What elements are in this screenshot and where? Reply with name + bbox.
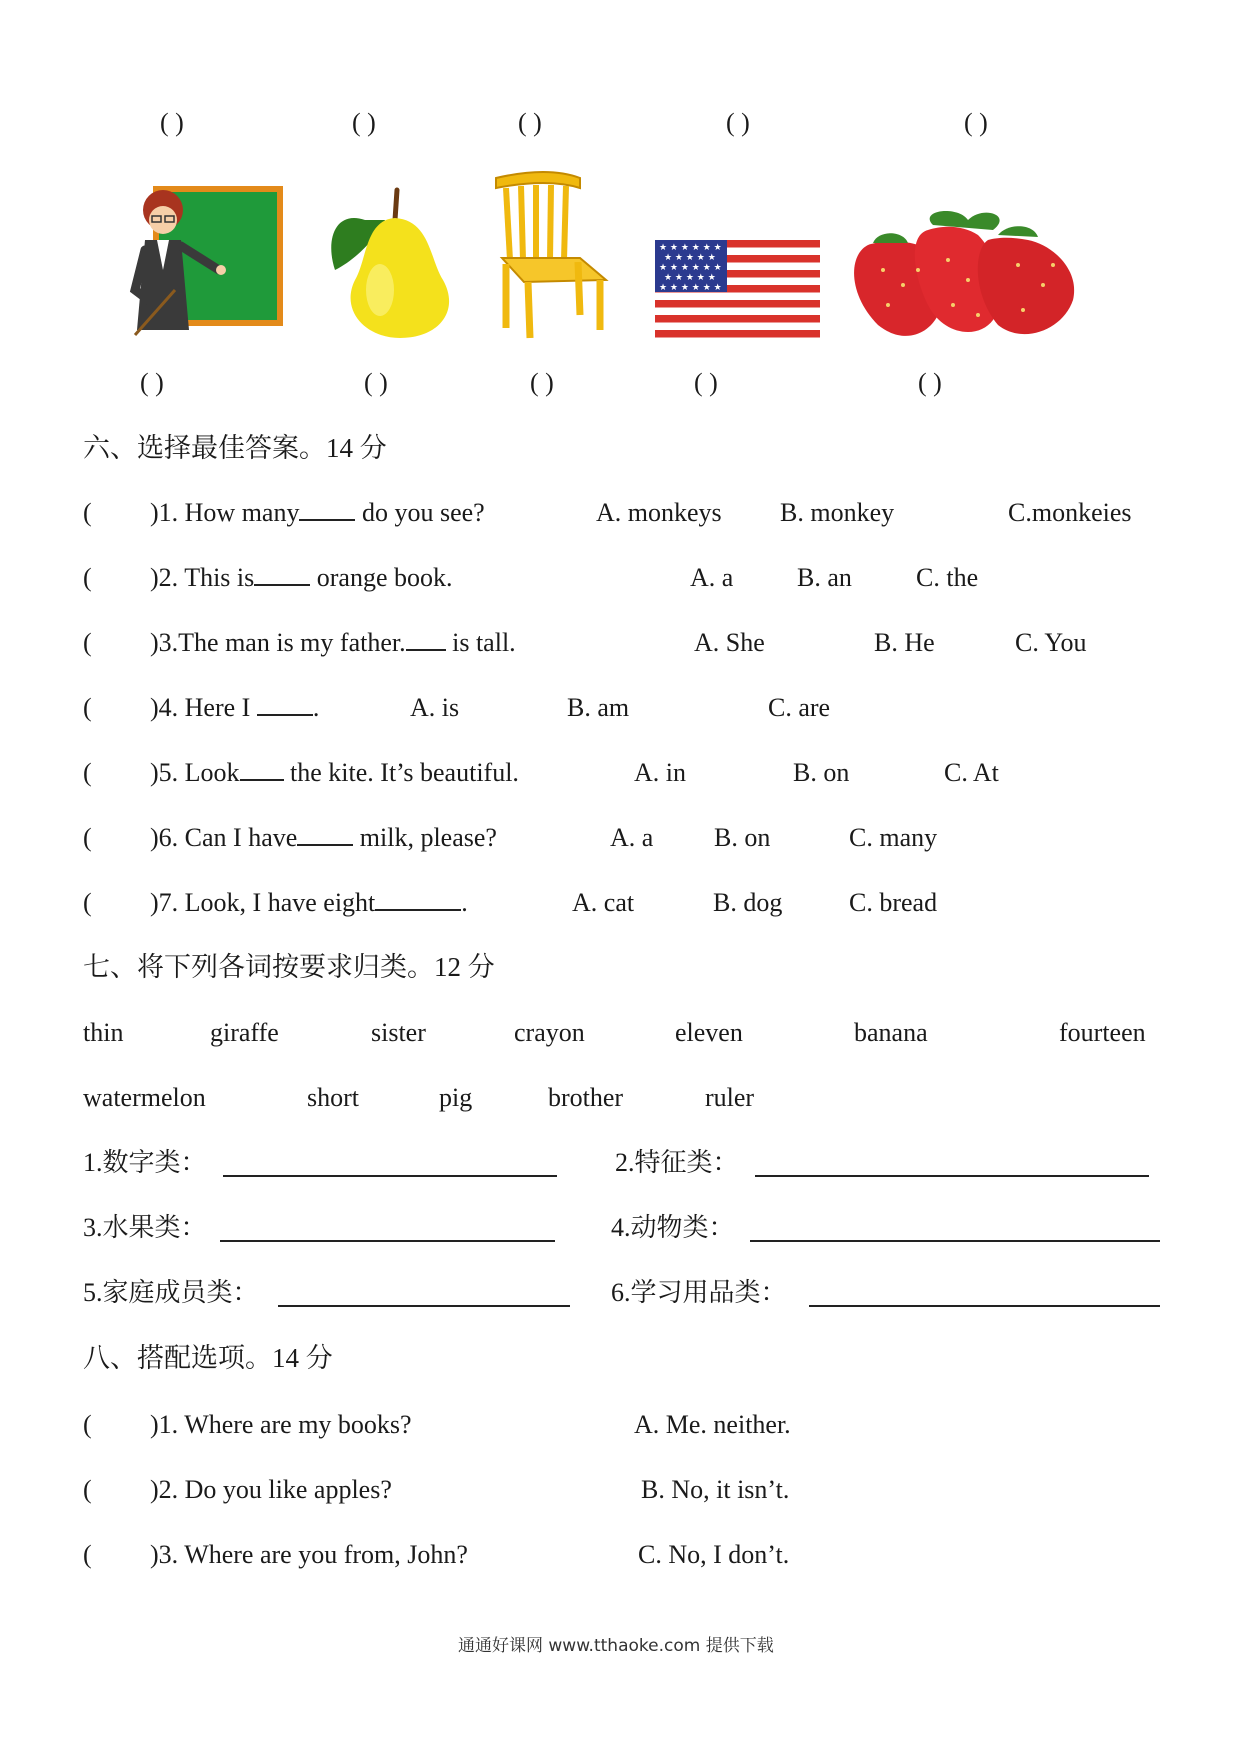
s8-q2-paren: (: [83, 1475, 92, 1504]
s8-q3-paren: (: [83, 1540, 92, 1569]
word-thin: thin: [83, 1018, 124, 1047]
word-banana: banana: [854, 1018, 928, 1047]
category-features-label: 2.特征类：: [615, 1148, 739, 1177]
s6-q1-option-b: B. monkey: [780, 498, 895, 527]
s6-q4-option-a: A. is: [410, 693, 460, 722]
category-family-answer-line[interactable]: [278, 1305, 570, 1307]
word-eleven: eleven: [675, 1018, 743, 1047]
s6-q3-option-a: A. She: [694, 628, 765, 657]
s6-q5-paren: (: [83, 758, 92, 787]
answer-paren-top-2: ( ): [352, 108, 376, 137]
s6-q4-stem: )4. Here I .: [150, 693, 320, 722]
teacher-icon: [115, 180, 285, 340]
s6-q7-option-a: A. cat: [572, 888, 635, 917]
s8-option-c: C. No, I don’t.: [638, 1540, 790, 1569]
word-sister: sister: [371, 1018, 426, 1047]
category-features-answer-line[interactable]: [755, 1175, 1149, 1177]
category-school-supplies-label: 6.学习用品类：: [611, 1278, 787, 1307]
s6-q1-paren: (: [83, 498, 92, 527]
answer-paren-bottom-4: ( ): [694, 368, 718, 397]
s6-q3-option-c: C. You: [1015, 628, 1087, 657]
svg-text:★ ★ ★ ★ ★: ★ ★ ★ ★ ★: [664, 273, 716, 283]
s6-q4-paren: (: [83, 693, 92, 722]
svg-text:★ ★ ★ ★ ★ ★: ★ ★ ★ ★ ★ ★: [659, 243, 722, 253]
s8-q2-question: )2. Do you like apples?: [150, 1475, 392, 1504]
category-fruits-label: 3.水果类：: [83, 1213, 207, 1242]
s8-option-b: B. No, it isn’t.: [641, 1475, 790, 1504]
answer-paren-top-3: ( ): [518, 108, 542, 137]
s6-q5-option-a: A. in: [634, 758, 686, 787]
answer-paren-bottom-5: ( ): [918, 368, 942, 397]
s8-q1-question: )1. Where are my books?: [150, 1410, 412, 1439]
strawberry-icon: [848, 205, 1078, 345]
answer-paren-top-1: ( ): [160, 108, 184, 137]
category-fruits-answer-line[interactable]: [220, 1240, 555, 1242]
word-giraffe: giraffe: [210, 1018, 279, 1047]
s6-q6-option-c: C. many: [849, 823, 938, 852]
pear-icon: [325, 180, 465, 340]
s6-q3-stem: )3.The man is my father. is tall.: [150, 628, 516, 657]
s6-q7-option-b: B. dog: [713, 888, 783, 917]
word-crayon: crayon: [514, 1018, 585, 1047]
answer-paren-top-5: ( ): [964, 108, 988, 137]
s6-q5-stem: )5. Look the kite. It’s beautiful.: [150, 758, 519, 787]
section-6-title: 六、选择最佳答案。14 分: [83, 433, 387, 463]
word-short: short: [307, 1083, 359, 1112]
footer-credit: 通通好课网 www.tthaoke.com 提供下载: [458, 1636, 774, 1656]
s6-q3-option-b: B. He: [874, 628, 935, 657]
s6-q2-option-c: C. the: [916, 563, 979, 592]
svg-text:★ ★ ★ ★ ★ ★: ★ ★ ★ ★ ★ ★: [659, 263, 722, 273]
s6-q6-option-a: A. a: [610, 823, 654, 852]
s6-q7-stem: )7. Look, I have eight .: [150, 888, 468, 917]
s6-q1-option-c: C.monkeies: [1008, 498, 1132, 527]
word-brother: brother: [548, 1083, 624, 1112]
s6-q3-paren: (: [83, 628, 92, 657]
s8-option-a: A. Me. neither.: [634, 1410, 791, 1439]
s6-q4-option-c: C. are: [768, 693, 831, 722]
category-family-label: 5.家庭成员类：: [83, 1278, 259, 1307]
word-watermelon: watermelon: [83, 1083, 206, 1112]
answer-paren-bottom-1: ( ): [140, 368, 164, 397]
s6-q2-option-a: A. a: [690, 563, 734, 592]
s6-q7-paren: (: [83, 888, 92, 917]
word-ruler: ruler: [705, 1083, 755, 1112]
s6-q6-paren: (: [83, 823, 92, 852]
s6-q4-option-b: B. am: [567, 693, 630, 722]
s6-q2-paren: (: [83, 563, 92, 592]
s6-q7-option-c: C. bread: [849, 888, 938, 917]
answer-paren-bottom-3: ( ): [530, 368, 554, 397]
s6-q1-stem: )1. How many do you see?: [150, 498, 485, 527]
answer-paren-top-4: ( ): [726, 108, 750, 137]
section-7-title: 七、将下列各词按要求归类。12 分: [83, 952, 495, 982]
category-animals-label: 4.动物类：: [611, 1213, 735, 1242]
category-numbers-label: 1.数字类：: [83, 1148, 207, 1177]
svg-text:★ ★ ★ ★ ★: ★ ★ ★ ★ ★: [664, 253, 716, 263]
s6-q2-option-b: B. an: [797, 563, 852, 592]
s6-q6-option-b: B. on: [714, 823, 771, 852]
chair-icon: [488, 170, 613, 340]
category-school-supplies-answer-line[interactable]: [809, 1305, 1160, 1307]
s6-q1-option-a: A. monkeys: [596, 498, 722, 527]
answer-paren-bottom-2: ( ): [364, 368, 388, 397]
svg-text:★ ★ ★ ★ ★ ★: ★ ★ ★ ★ ★ ★: [659, 283, 722, 293]
s8-q3-question: )3. Where are you from, John?: [150, 1540, 468, 1569]
s6-q6-stem: )6. Can I have milk, please?: [150, 823, 497, 852]
flag-icon: [655, 240, 820, 340]
category-animals-answer-line[interactable]: [750, 1240, 1160, 1242]
word-fourteen: fourteen: [1059, 1018, 1146, 1047]
section-8-title: 八、搭配选项。14 分: [83, 1343, 333, 1373]
s6-q5-option-c: C. At: [944, 758, 999, 787]
word-pig: pig: [439, 1083, 473, 1112]
s6-q5-option-b: B. on: [793, 758, 850, 787]
s8-q1-paren: (: [83, 1410, 92, 1439]
category-numbers-answer-line[interactable]: [223, 1175, 557, 1177]
s6-q2-stem: )2. This is orange book.: [150, 563, 453, 592]
